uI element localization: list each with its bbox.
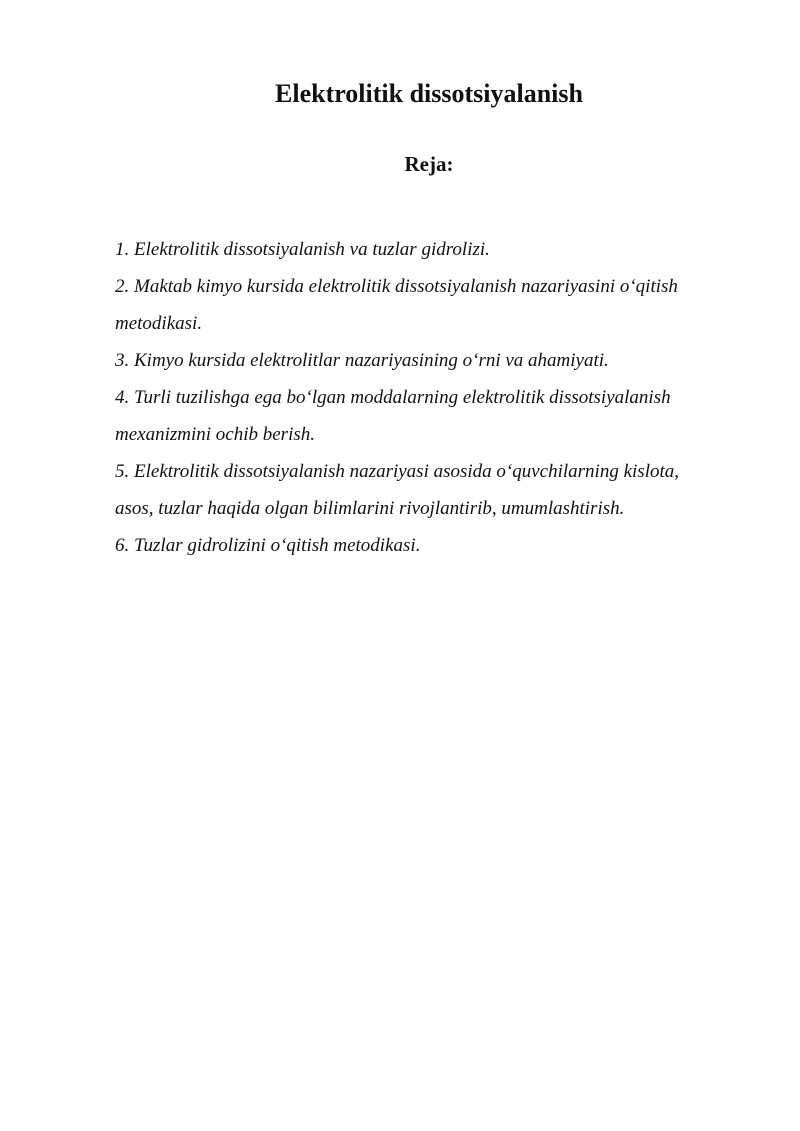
plan-item: 4. Turli tuzilishga ega bo‘lgan moddalarning elektrolitik dissotsiyalanish mexanizmini ochib berish. bbox=[115, 387, 671, 445]
plan-heading: Reja: bbox=[404, 152, 454, 176]
plan-list bbox=[115, 231, 715, 564]
plan-item: 2. Maktab kimyo kursida elektrolitik dissotsiyalanish nazariyasini o‘qitish metodikasi. bbox=[115, 276, 678, 334]
plan-item: 3. Kimyo kursida elektrolitlar nazariyasining o‘rni va ahamiyati. bbox=[115, 350, 609, 371]
document-title: Elektrolitik dissotsiyalanish bbox=[275, 79, 583, 108]
plan-item: 5. Elektrolitik dissotsiyalanish nazariyasi asosida o‘quvchilarning kislota, asos, tuzlar haqida olgan bilimlarini rivojlantirib, umumlashtirish. bbox=[115, 461, 679, 519]
plan-item: 6. Tuzlar gidrolizini o‘qitish metodikasi. bbox=[115, 535, 421, 556]
plan-item: 1. Elektrolitik dissotsiyalanish va tuzlar gidrolizi. bbox=[115, 239, 490, 260]
